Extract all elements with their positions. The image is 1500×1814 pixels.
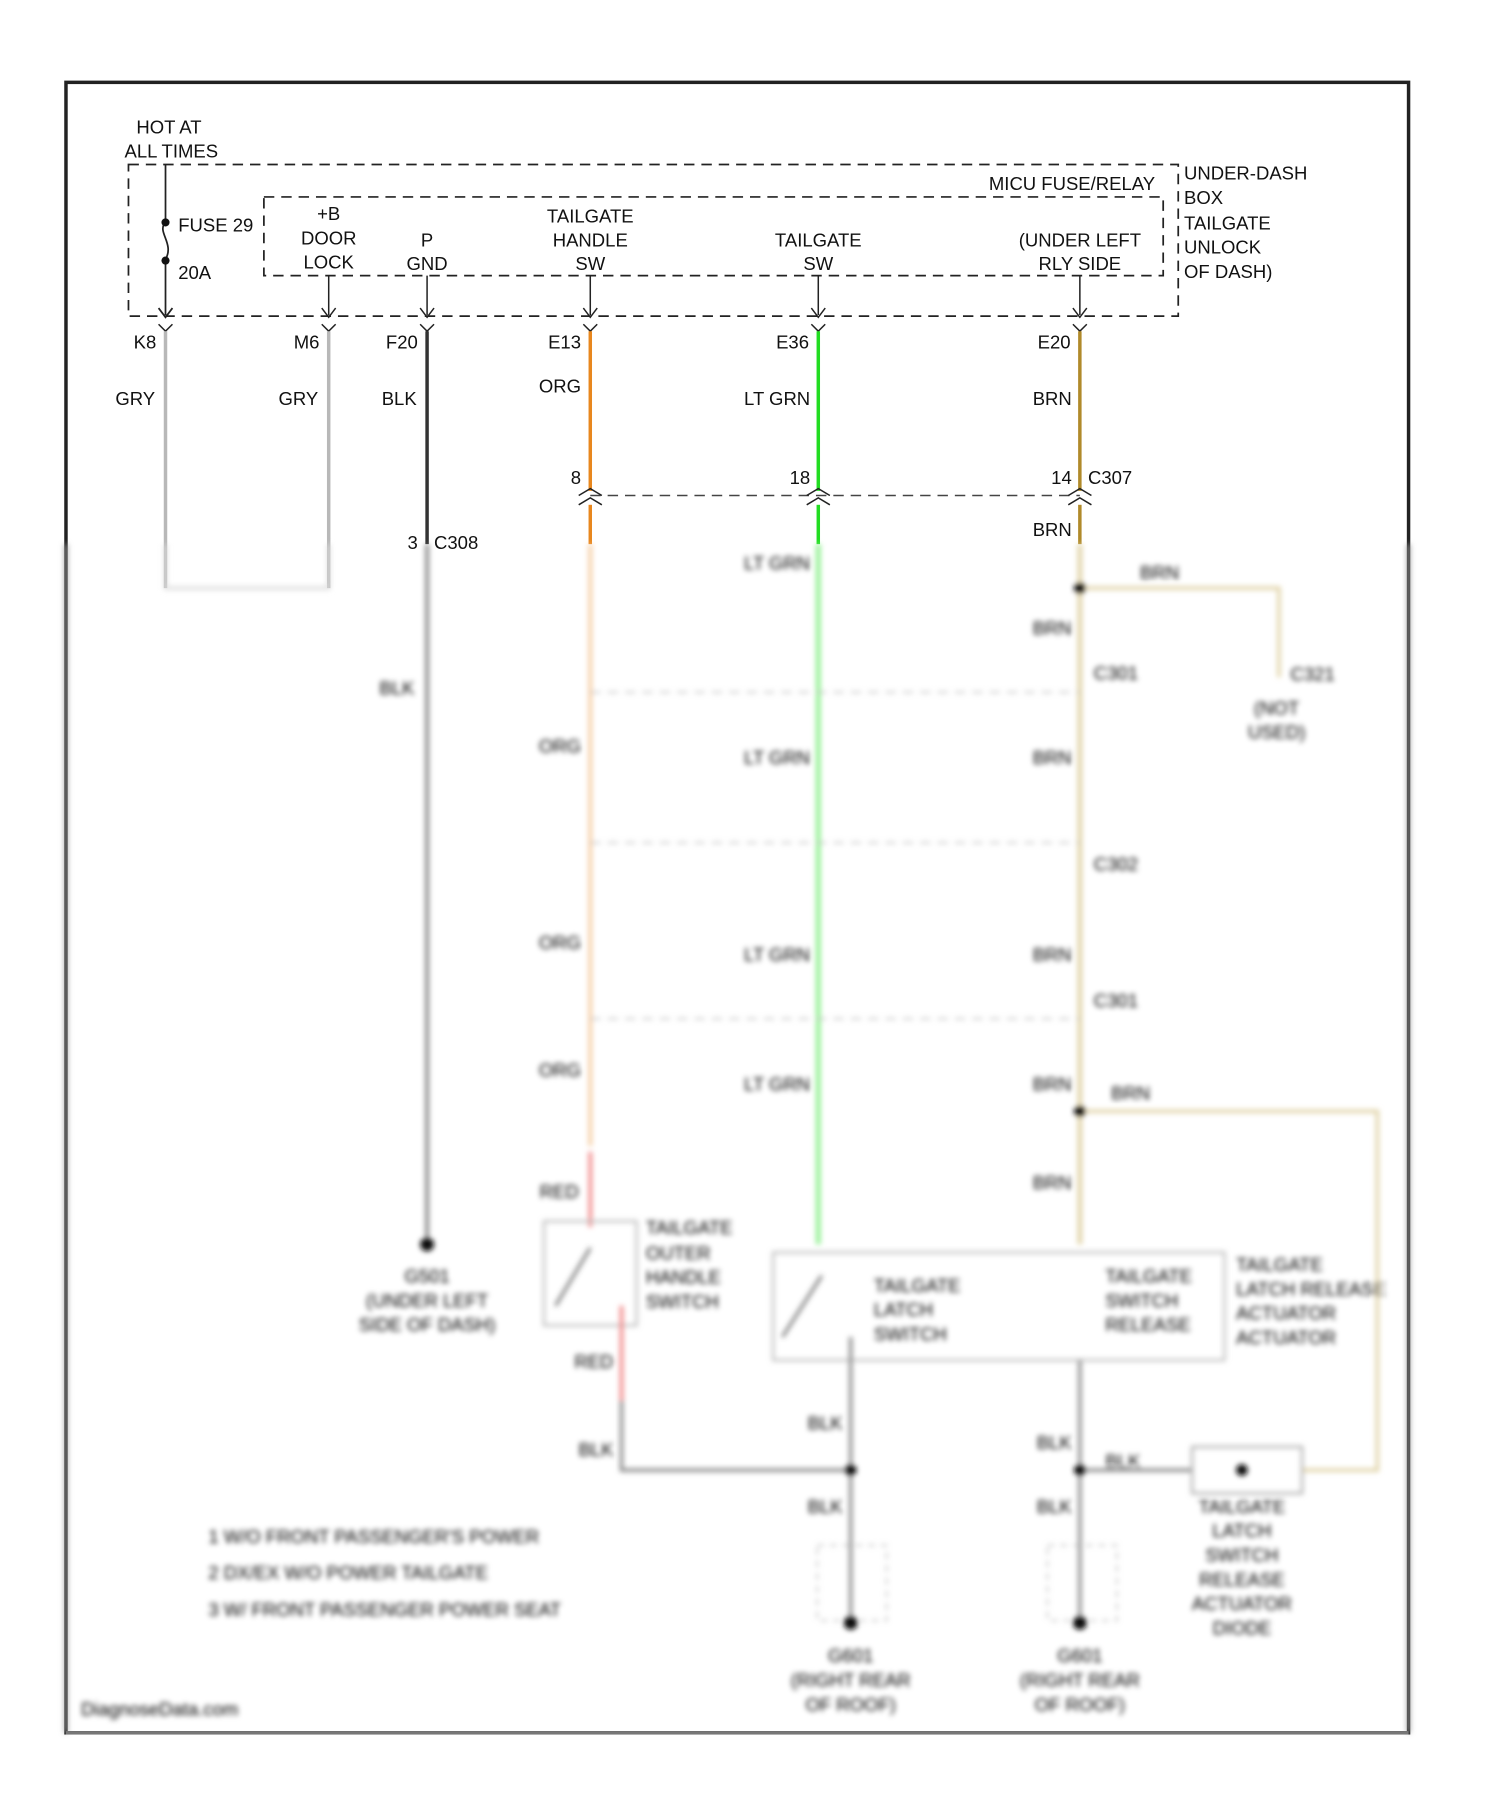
top-section xyxy=(115,116,1307,588)
svg-text:TAILGATE: TAILGATE xyxy=(1198,1495,1286,1517)
svg-text:LT GRN: LT GRN xyxy=(744,747,811,769)
svg-text:SWITCH: SWITCH xyxy=(1105,1289,1179,1311)
svg-text:LT GRN: LT GRN xyxy=(744,1073,811,1095)
svg-text:(NOT: (NOT xyxy=(1254,697,1300,719)
svg-text:BRN: BRN xyxy=(1032,519,1072,541)
svg-text:BLK: BLK xyxy=(381,388,417,410)
svg-text:GRY: GRY xyxy=(115,388,156,410)
svg-text:BRN: BRN xyxy=(1032,943,1072,965)
svg-text:M6: M6 xyxy=(293,331,320,353)
svg-text:SWITCH: SWITCH xyxy=(873,1323,947,1345)
svg-text:BLK: BLK xyxy=(379,677,415,699)
svg-text:(RIGHT REAR: (RIGHT REAR xyxy=(790,1669,911,1691)
svg-text:OUTER: OUTER xyxy=(645,1242,711,1264)
svg-text:RLY SIDE: RLY SIDE xyxy=(1038,252,1122,274)
outer-box-label xyxy=(1184,163,1307,282)
svg-text:G501: G501 xyxy=(404,1265,450,1287)
svg-text:C301: C301 xyxy=(1093,990,1138,1012)
svg-text:G601: G601 xyxy=(1057,1645,1103,1667)
svg-text:2 DX/EX W/O POWER TAILGATE: 2 DX/EX W/O POWER TAILGATE xyxy=(208,1561,488,1583)
svg-text:BLK: BLK xyxy=(807,1495,843,1517)
svg-text:BLK: BLK xyxy=(1036,1432,1072,1454)
svg-text:ACTUATOR: ACTUATOR xyxy=(1236,1326,1337,1348)
svg-text:DIODE: DIODE xyxy=(1212,1617,1272,1639)
svg-text:LOCK: LOCK xyxy=(303,251,354,273)
svg-text:LT GRN: LT GRN xyxy=(744,552,811,574)
svg-text:ACTUATOR: ACTUATOR xyxy=(1236,1302,1337,1324)
fuse-icon xyxy=(159,165,173,318)
hot-label-2: ALL TIMES xyxy=(124,140,219,162)
svg-text:3: 3 xyxy=(407,531,418,553)
svg-text:LATCH RELEASE: LATCH RELEASE xyxy=(1236,1278,1386,1300)
svg-text:BRN: BRN xyxy=(1111,1082,1151,1104)
svg-text:LATCH: LATCH xyxy=(873,1299,934,1321)
svg-text:BLK: BLK xyxy=(1105,1450,1141,1472)
svg-text:TAILGATE: TAILGATE xyxy=(546,205,634,227)
diagram-border xyxy=(66,82,1409,1732)
svg-text:DOOR: DOOR xyxy=(300,227,357,249)
svg-text:SW: SW xyxy=(575,252,606,274)
svg-text:TAILGATE: TAILGATE xyxy=(1236,1254,1323,1276)
svg-text:RED: RED xyxy=(574,1351,614,1373)
micu-title: MICU FUSE/RELAY xyxy=(988,172,1156,194)
svg-text:C308: C308 xyxy=(434,531,479,553)
svg-text:LATCH: LATCH xyxy=(1212,1520,1272,1542)
svg-text:K8: K8 xyxy=(133,331,157,353)
svg-text:ACTUATOR: ACTUATOR xyxy=(1191,1593,1292,1615)
svg-text:RELEASE: RELEASE xyxy=(1199,1568,1285,1590)
svg-text:F20: F20 xyxy=(385,331,418,353)
svg-text:E13: E13 xyxy=(548,331,582,353)
svg-text:1 W/O FRONT PASSENGER'S POWER: 1 W/O FRONT PASSENGER'S POWER xyxy=(208,1525,540,1547)
svg-text:BOX: BOX xyxy=(1184,186,1224,208)
svg-text:C301: C301 xyxy=(1093,662,1138,684)
svg-text:USED): USED) xyxy=(1247,721,1306,743)
svg-text:LT GRN: LT GRN xyxy=(744,943,811,965)
connector-c307 xyxy=(571,467,1132,505)
svg-text:ORG: ORG xyxy=(538,1059,582,1081)
svg-text:BRN: BRN xyxy=(1032,617,1072,639)
svg-text:BRN: BRN xyxy=(1032,1171,1072,1193)
svg-text:UNLOCK: UNLOCK xyxy=(1184,236,1262,258)
svg-text:GND: GND xyxy=(406,252,448,274)
svg-text:C307: C307 xyxy=(1087,466,1133,488)
svg-text:GRY: GRY xyxy=(278,388,319,410)
svg-text:8: 8 xyxy=(570,466,582,488)
svg-text:BLK: BLK xyxy=(578,1439,614,1461)
svg-text:14: 14 xyxy=(1051,466,1072,488)
svg-text:E36: E36 xyxy=(776,331,810,353)
svg-text:BRN: BRN xyxy=(1032,1073,1072,1095)
fuse-amps: 20A xyxy=(178,262,212,284)
svg-text:(RIGHT REAR: (RIGHT REAR xyxy=(1019,1669,1140,1691)
svg-text:+B: +B xyxy=(317,203,341,225)
svg-text:LT GRN: LT GRN xyxy=(744,388,811,410)
svg-text:(UNDER LEFT: (UNDER LEFT xyxy=(365,1289,489,1311)
svg-text:ORG: ORG xyxy=(538,735,582,757)
svg-text:RELEASE: RELEASE xyxy=(1105,1314,1191,1336)
fuse-label: FUSE 29 xyxy=(178,214,254,236)
svg-text:SWITCH: SWITCH xyxy=(645,1291,719,1313)
svg-text:BRN: BRN xyxy=(1032,388,1072,410)
svg-text:ORG: ORG xyxy=(538,375,582,397)
svg-text:C302: C302 xyxy=(1093,853,1138,875)
svg-text:(UNDER LEFT: (UNDER LEFT xyxy=(1018,229,1142,251)
svg-text:SWITCH: SWITCH xyxy=(1205,1544,1279,1566)
svg-text:RED: RED xyxy=(539,1181,579,1203)
svg-text:HANDLE: HANDLE xyxy=(552,229,628,251)
svg-text:BLK: BLK xyxy=(1036,1495,1072,1517)
hot-label-1: HOT AT xyxy=(136,116,202,138)
svg-text:TAILGATE: TAILGATE xyxy=(1105,1265,1193,1287)
svg-text:TAILGATE: TAILGATE xyxy=(774,229,862,251)
svg-text:SW: SW xyxy=(803,252,834,274)
svg-text:SIDE OF DASH): SIDE OF DASH) xyxy=(358,1314,496,1336)
svg-text:OF DASH): OF DASH) xyxy=(1184,260,1273,282)
svg-text:3 W/ FRONT PASSENGER POWER SE: 3 W/ FRONT PASSENGER POWER SEAT xyxy=(208,1598,561,1620)
svg-text:TAILGATE: TAILGATE xyxy=(1184,212,1271,234)
svg-text:TAILGATE: TAILGATE xyxy=(645,1216,733,1238)
svg-text:E20: E20 xyxy=(1037,331,1071,353)
svg-text:18: 18 xyxy=(789,466,811,488)
svg-text:OF ROOF): OF ROOF) xyxy=(805,1693,896,1715)
svg-text:BLK: BLK xyxy=(807,1412,843,1434)
svg-text:P: P xyxy=(420,229,434,251)
svg-text:OF ROOF): OF ROOF) xyxy=(1034,1693,1126,1715)
svg-text:HANDLE: HANDLE xyxy=(645,1266,721,1288)
svg-text:G601: G601 xyxy=(828,1645,874,1667)
svg-text:C321: C321 xyxy=(1290,663,1335,685)
svg-text:BRN: BRN xyxy=(1032,747,1072,769)
svg-text:DiagnoseData.com: DiagnoseData.com xyxy=(81,1698,239,1720)
svg-text:UNDER-DASH: UNDER-DASH xyxy=(1184,162,1308,184)
svg-text:BRN: BRN xyxy=(1140,561,1180,583)
svg-text:TAILGATE: TAILGATE xyxy=(873,1274,961,1296)
svg-text:ORG: ORG xyxy=(538,932,582,954)
lower-section xyxy=(66,544,1409,1733)
